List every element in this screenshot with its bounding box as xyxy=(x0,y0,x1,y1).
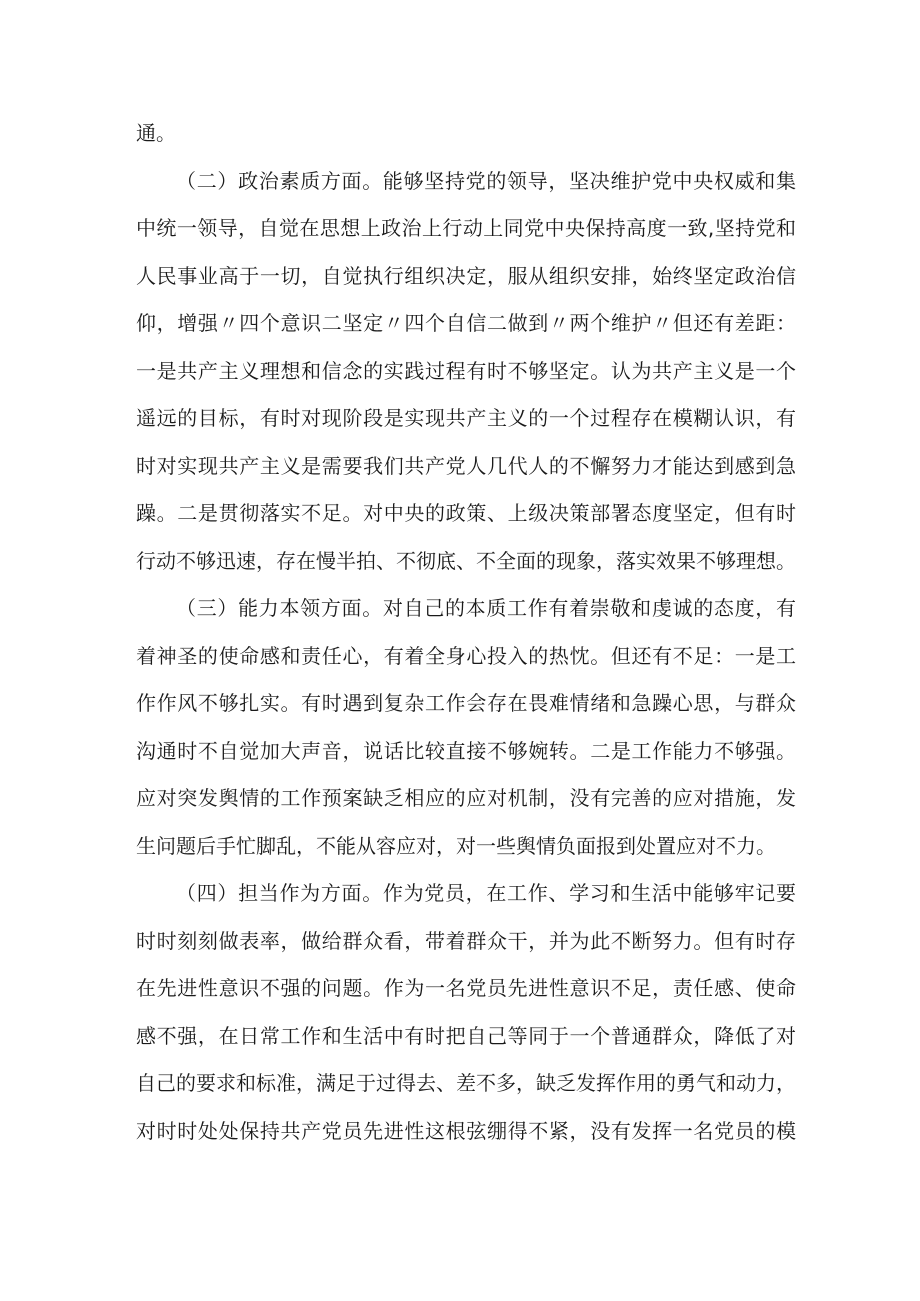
text-line: 在先进性意识不强的问题。作为一名党员先进性意识不足，责任感、使命 xyxy=(136,976,796,1000)
text-line: 通。 xyxy=(136,121,176,145)
text-line: 中统一领导，自觉在思想上政治上行动上同党中央保持高度一致,坚持党和 xyxy=(136,216,796,240)
text-line: 遥远的目标，有时对现阶段是实现共产主义的一个过程存在模糊认识，有 xyxy=(136,406,796,430)
text-line: 时时刻刻做表率，做给群众看，带着群众干，并为此不断努力。但有时存 xyxy=(136,928,796,953)
text-line: 仰，增强〃四个意识二坚定〃四个自信二做到〃两个维护〃但还有差距： xyxy=(136,311,796,335)
section-heading-line: （三）能力本领方面。对自己的本质工作有着崇敬和虔诚的态度，有 xyxy=(176,596,796,620)
text-line: 自己的要求和标准，满足于过得去、差不多，缺乏发挥作用的勇气和动力， xyxy=(136,1071,796,1095)
text-line: 生问题后手忙脚乱，不能从容应对，对一些舆情负面报到处置应对不力。 xyxy=(136,833,776,858)
text-line: 应对突发舆情的工作预案缺乏相应的应对机制，没有完善的应对措施，发 xyxy=(136,786,796,810)
text-line: 行动不够迅速，存在慢半拍、不彻底、不全面的现象，落实效果不够理想。 xyxy=(136,548,796,573)
section-heading-line: （二）政治素质方面。能够坚持党的领导，坚决维护党中央权威和集 xyxy=(176,168,796,193)
section-heading-line: （四）担当作为方面。作为党员，在工作、学习和生活中能够牢记要 xyxy=(176,881,796,905)
text-line: 对时时处处保持共产党员先进性这根弦绷得不紧，没有发挥一名党员的模 xyxy=(136,1118,796,1143)
text-line: 人民事业高于一切，自觉执行组织决定，服从组织安排，始终坚定政治信 xyxy=(136,263,796,288)
text-line: 躁。二是贯彻落实不足。对中央的政策、上级决策部署态度坚定，但有时 xyxy=(136,501,796,525)
text-line: 时对实现共产主义是需要我们共产党人几代人的不懈努力才能达到感到急 xyxy=(136,453,796,478)
text-line: 沟通时不自觉加大声音，说话比较直接不够婉转。二是工作能力不够强。 xyxy=(136,738,796,763)
text-line: 一是共产主义理想和信念的实践过程有时不够坚定。认为共产主义是一个 xyxy=(136,358,796,383)
text-line: 着神圣的使命感和责任心，有着全身心投入的热忱。但还有不足：一是工 xyxy=(136,643,796,668)
text-line: 作作风不够扎实。有时遇到复杂工作会存在畏难情绪和急躁心思，与群众 xyxy=(136,691,796,715)
document-body xyxy=(136,110,796,1155)
text-line: 感不强，在日常工作和生活中有时把自己等同于一个普通群众，降低了对 xyxy=(136,1023,796,1048)
